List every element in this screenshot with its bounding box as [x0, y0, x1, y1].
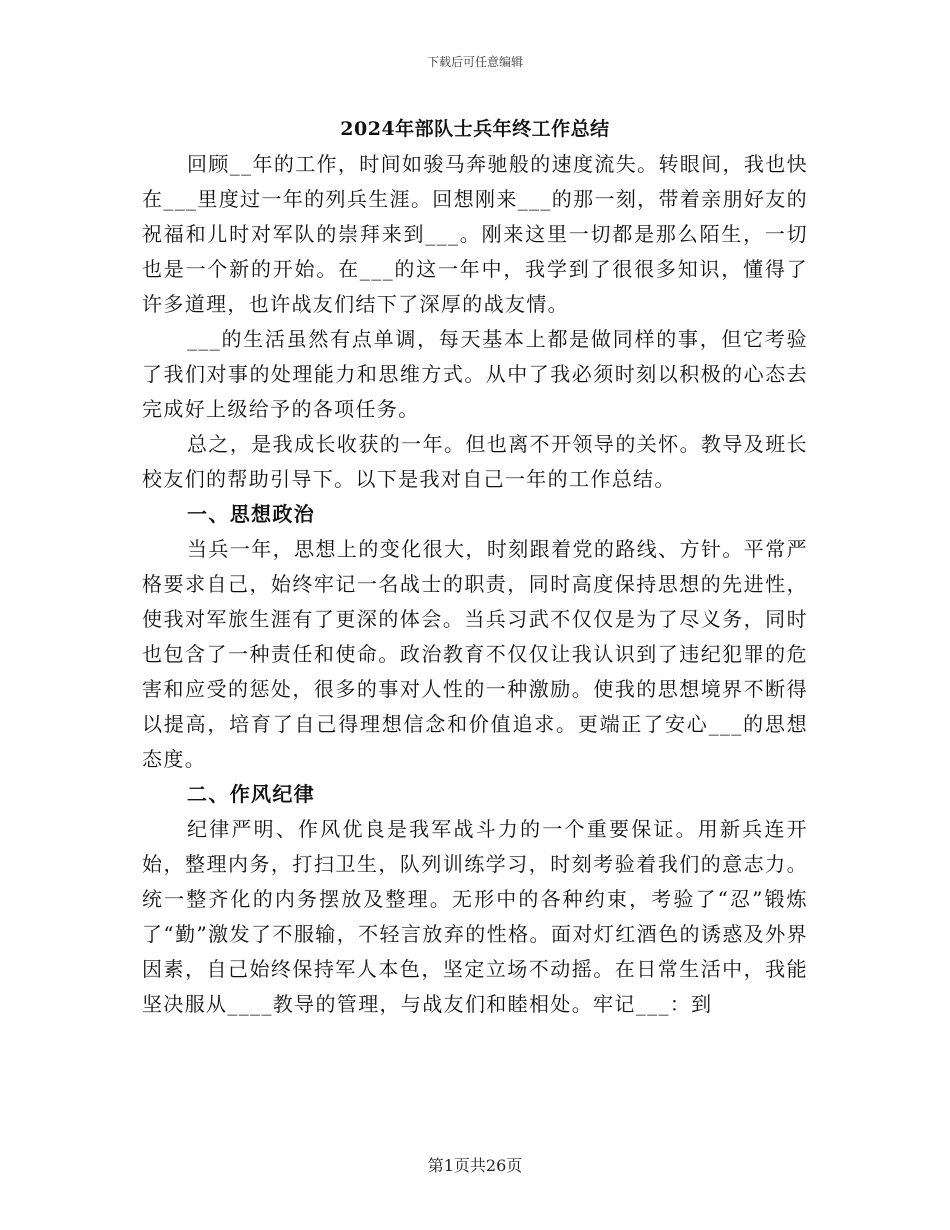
section-paragraph-political-thought: 当兵一年，思想上的变化很大，时刻跟着党的路线、方针。平常严格要求自己，始终牢记一名战士的职责，同时高度保持思想的先进性，使我对军旅生涯有了更深的体会。当兵习武不仅仅是为了尽义务，同时也包含了一种责任和使命。政治教育不仅仅让我认识到了违纪犯罪的危害和应受的惩处，很多的事对人性的一种激励。使我的思想境界不断得以提高，培育了自己得理想信念和价值追求。更端正了安心___的思想态度。: [142, 537, 808, 771]
section-heading-political-thought: 一、思想政治: [187, 502, 316, 526]
document-body: [142, 147, 808, 1022]
page-header-note: 下载后可任意编辑: [426, 55, 523, 69]
intro-paragraph: ___的生活虽然有点单调，每天基本上都是做同样的事，但它考验了我们对事的处理能力和思维方式。从中了我必须时刻以积极的心态去完成好上级给予的各项任务。: [142, 327, 808, 421]
page-number-footer: 第1页共26页: [427, 1156, 523, 1175]
intro-paragraph: 总之，是我成长收获的一年。但也离不开领导的关怀。教导及班长校友们的帮助引导下。以下是我对自己一年的工作总结。: [142, 432, 808, 491]
document-title: 2024年部队士兵年终工作总结: [340, 118, 610, 140]
section-heading-discipline: 二、作风纪律: [187, 782, 316, 806]
section-paragraph-discipline: 纪律严明、作风优良是我军战斗力的一个重要保证。用新兵连开始，整理内务，打扫卫生，队列训练学习，时刻考验着我们的意志力。统一整齐化的内务摆放及整理。无形中的各种约束，考验了“忍”锻炼了“勤”激发了不服输，不轻言放弃的性格。面对灯红酒色的诱惑及外界因素，自己始终保持军人本色，坚定立场不动摇。在日常生活中，我能坚决服从____教导的管理，与战友们和睦相处。牢记___：到: [142, 817, 808, 1016]
intro-paragraph: 回顾__年的工作，时间如骏马奔驰般的速度流失。转眼间，我也快在___里度过一年的列兵生涯。回想刚来___的那一刻，带着亲朋好友的祝福和儿时对军队的崇拜来到___。刚来这里一切都是那么陌生，一切也是一个新的开始。在___的这一年中，我学到了很很多知识，懂得了许多道理，也许战友们结下了深厚的战友情。: [142, 152, 808, 316]
